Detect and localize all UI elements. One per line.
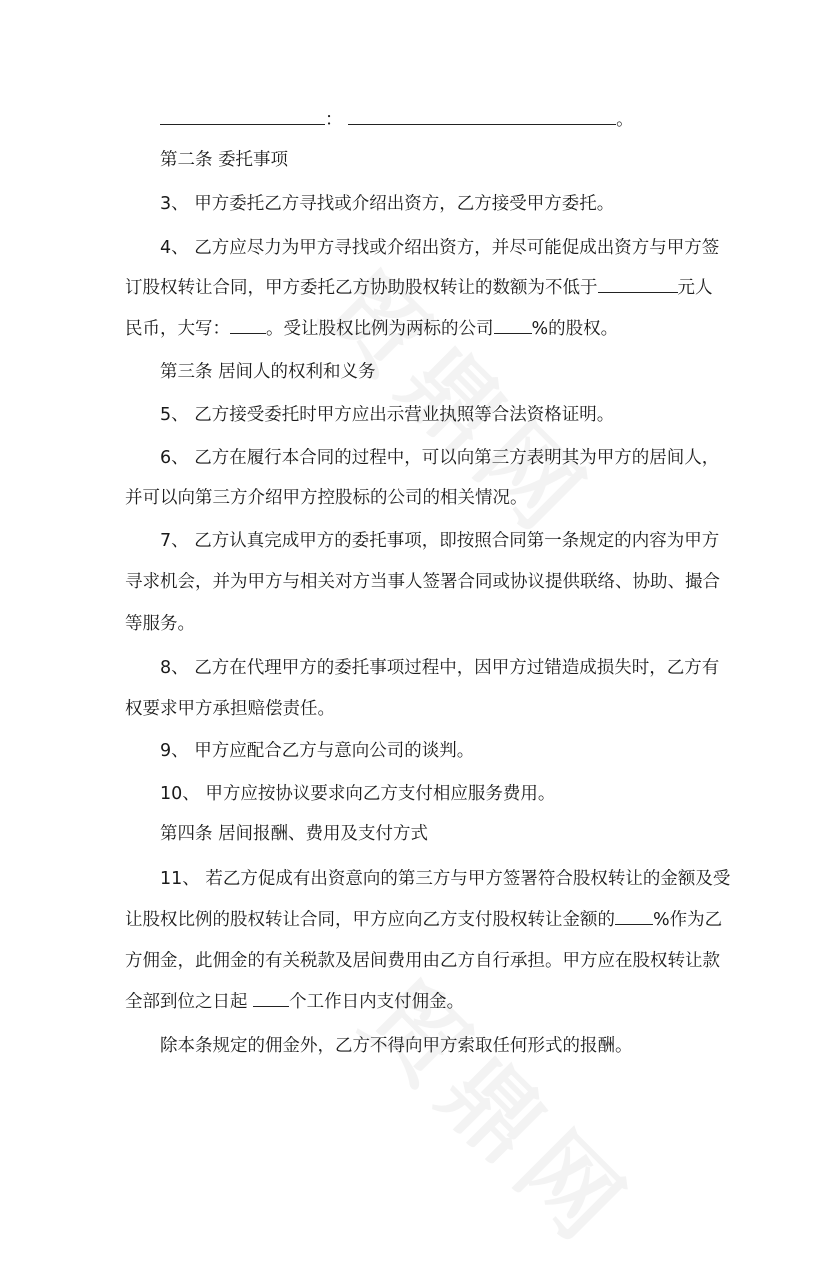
clause-4-line-2 — [125, 276, 713, 300]
clause-text: %的股权。 — [531, 319, 619, 339]
amount-words-blank — [230, 317, 266, 334]
article-heading-4: 第四条 居间报酬、费用及支付方式 — [160, 824, 429, 844]
clause-10: 10、 甲方应按协议要求向乙方支付相应服务费用。 — [160, 784, 556, 804]
clause-11-line-1: 11、 若乙方促成有出资意向的第三方与甲方签署符合股权转让的金额及受 — [160, 869, 731, 889]
clause-7-line-3: 等服务。 — [125, 614, 195, 634]
clause-text: 订股权转让合同，甲方委托乙方协助股权转让的数额为不低于 — [125, 278, 598, 298]
article-heading-3: 第三条 居间人的权利和义务 — [160, 362, 376, 382]
clause-3: 3、 甲方委托乙方寻找或介绍出资方，乙方接受甲方委托。 — [160, 194, 615, 214]
percent-blank — [615, 908, 653, 925]
clause-5: 5、 乙方接受委托时甲方应出示营业执照等合法资格证明。 — [160, 405, 615, 425]
signature-line — [160, 108, 720, 132]
days-blank — [253, 990, 289, 1007]
clause-8-line-1: 8、 乙方在代理甲方的委托事项过程中，因甲方过错造成损失时，乙方有 — [160, 658, 720, 678]
colon: ： — [325, 110, 343, 130]
clause-text: %作为乙 — [653, 910, 723, 930]
clause-text: 。受让股权比例为两标的公司 — [266, 319, 494, 339]
percent-blank — [494, 317, 532, 334]
blank-field — [348, 108, 616, 125]
article-heading-2: 第二条 委托事项 — [160, 150, 289, 170]
clause-6-line-1: 6、 乙方在履行本合同的过程中，可以向第三方表明其为甲方的居间人， — [160, 448, 720, 468]
clause-text: 全部到位之日起 — [125, 992, 248, 1012]
clause-11-line-4 — [125, 990, 685, 1014]
clause-11-line-2 — [125, 908, 723, 932]
clause-text: 民币，大写： — [125, 319, 230, 339]
line-end: 。 — [616, 110, 634, 130]
clause-7-line-2: 寻求机会，并为甲方与相关对方当事人签署合同或协议提供联络、协助、撮合 — [125, 572, 720, 592]
clause-8-line-2: 权要求甲方承担赔偿责任。 — [125, 699, 335, 719]
clause-9: 9、 甲方应配合乙方与意向公司的谈判。 — [160, 741, 475, 761]
clause-text: 元人 — [677, 278, 713, 298]
clause-7-line-1: 7、 乙方认真完成甲方的委托事项，即按照合同第一条规定的内容为甲方 — [160, 531, 720, 551]
clause-4-line-3 — [125, 317, 685, 341]
clause-6-line-2: 并可以向第三方介绍甲方控股标的公司的相关情况。 — [125, 488, 528, 508]
clause-text: 让股权比例的股权转让合同，甲方应向乙方支付股权转让金额的 — [125, 910, 615, 930]
blank-field — [160, 108, 325, 125]
clause-text: 个工作日内支付佣金。 — [289, 992, 465, 1012]
clause-11-line-3: 方佣金，此佣金的有关税款及居间费用由乙方自行承担。甲方应在股权转让款 — [125, 951, 720, 971]
amount-blank — [598, 276, 678, 293]
final-clause: 除本条规定的佣金外，乙方不得向甲方索取任何形式的报酬。 — [160, 1036, 633, 1056]
clause-4-line-1: 4、 乙方应尽力为甲方寻找或介绍出资方，并尽可能促成出资方与甲方签 — [160, 238, 720, 258]
